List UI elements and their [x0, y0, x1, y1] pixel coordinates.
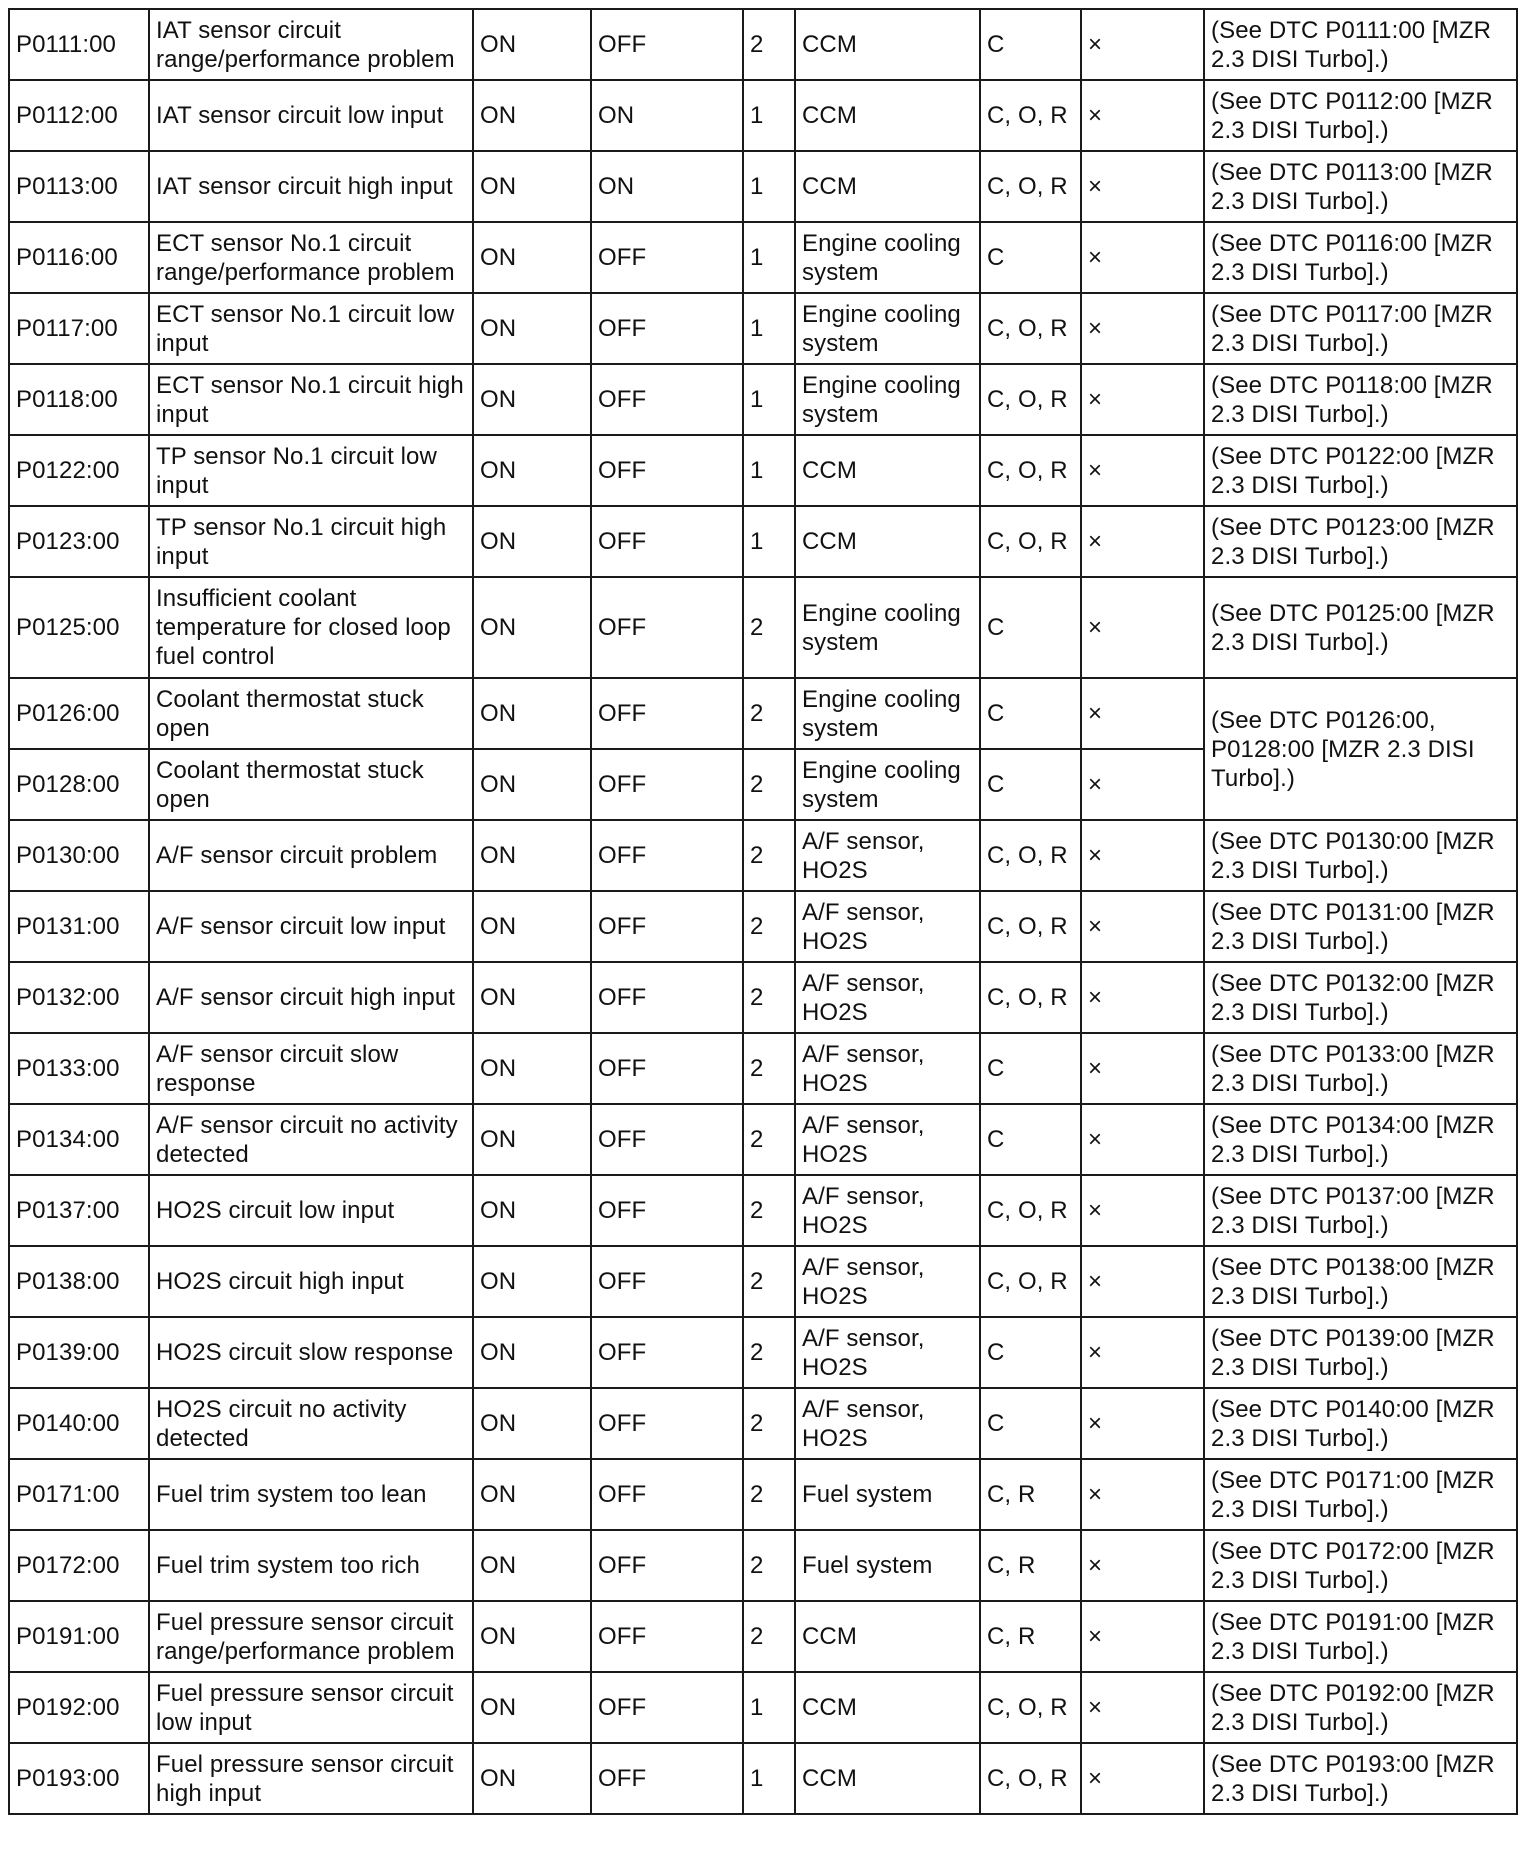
memory-function-cell: C, O, R — [980, 506, 1081, 577]
memory-function-cell: C — [980, 1104, 1081, 1175]
condition-cell: Coolant thermostat stuck open — [149, 749, 473, 820]
dc-cell: OFF — [591, 962, 743, 1033]
mil-cell: ON — [473, 1175, 591, 1246]
dtc-code-cell: P0191:00 — [9, 1601, 149, 1672]
dtc-code-cell: P0125:00 — [9, 577, 149, 678]
table-row — [9, 293, 1517, 364]
self-test-cell: × — [1081, 222, 1204, 293]
dc-cell: OFF — [591, 1388, 743, 1459]
dc-cell: ON — [591, 151, 743, 222]
dtc-code-cell: P0140:00 — [9, 1388, 149, 1459]
memory-function-cell: C, O, R — [980, 891, 1081, 962]
table-row — [9, 891, 1517, 962]
table-row — [9, 435, 1517, 506]
table-row — [9, 222, 1517, 293]
memory-function-cell: C — [980, 222, 1081, 293]
monitor-item-cell: A/F sensor, HO2S — [795, 1388, 980, 1459]
self-test-cell: × — [1081, 1743, 1204, 1814]
memory-function-cell: C, O, R — [980, 820, 1081, 891]
dtc-code-cell: P0112:00 — [9, 80, 149, 151]
table-row — [9, 820, 1517, 891]
monitor-item-cell: A/F sensor, HO2S — [795, 820, 980, 891]
trip-cell: 2 — [743, 1601, 795, 1672]
memory-function-cell: C, O, R — [980, 1246, 1081, 1317]
table-row — [9, 9, 1517, 80]
dc-cell: OFF — [591, 678, 743, 749]
dc-cell: OFF — [591, 1033, 743, 1104]
dtc-code-cell: P0122:00 — [9, 435, 149, 506]
mil-cell: ON — [473, 1104, 591, 1175]
monitor-item-cell: CCM — [795, 1601, 980, 1672]
dc-cell: OFF — [591, 1246, 743, 1317]
table-row — [9, 1388, 1517, 1459]
trip-cell: 2 — [743, 1530, 795, 1601]
condition-cell: Coolant thermostat stuck open — [149, 678, 473, 749]
dc-cell: OFF — [591, 506, 743, 577]
reference-page-cell: (See DTC P0122:00 [MZR 2.3 DISI Turbo].) — [1204, 435, 1517, 506]
self-test-cell: × — [1081, 1530, 1204, 1601]
condition-cell: HO2S circuit no activity detected — [149, 1388, 473, 1459]
table-row — [9, 1672, 1517, 1743]
memory-function-cell: C — [980, 1033, 1081, 1104]
trip-cell: 2 — [743, 820, 795, 891]
dc-cell: OFF — [591, 435, 743, 506]
trip-cell: 1 — [743, 80, 795, 151]
monitor-item-cell: A/F sensor, HO2S — [795, 1104, 980, 1175]
reference-page-cell: (See DTC P0125:00 [MZR 2.3 DISI Turbo].) — [1204, 577, 1517, 678]
mil-cell: ON — [473, 435, 591, 506]
monitor-item-cell: A/F sensor, HO2S — [795, 1175, 980, 1246]
mil-cell: ON — [473, 577, 591, 678]
condition-cell: ECT sensor No.1 circuit high input — [149, 364, 473, 435]
dtc-code-cell: P0193:00 — [9, 1743, 149, 1814]
memory-function-cell: C — [980, 678, 1081, 749]
condition-cell: ECT sensor No.1 circuit range/performance problem — [149, 222, 473, 293]
mil-cell: ON — [473, 9, 591, 80]
reference-page-cell: (See DTC P0137:00 [MZR 2.3 DISI Turbo].) — [1204, 1175, 1517, 1246]
condition-cell: IAT sensor circuit high input — [149, 151, 473, 222]
dc-cell: ON — [591, 80, 743, 151]
memory-function-cell: C, O, R — [980, 80, 1081, 151]
dc-cell: OFF — [591, 1175, 743, 1246]
mil-cell: ON — [473, 1530, 591, 1601]
monitor-item-cell: CCM — [795, 80, 980, 151]
table-row — [9, 1743, 1517, 1814]
condition-cell: A/F sensor circuit problem — [149, 820, 473, 891]
reference-page-cell: (See DTC P0118:00 [MZR 2.3 DISI Turbo].) — [1204, 364, 1517, 435]
table-row — [9, 1530, 1517, 1601]
memory-function-cell: C, R — [980, 1459, 1081, 1530]
memory-function-cell: C, O, R — [980, 1175, 1081, 1246]
trip-cell: 1 — [743, 1672, 795, 1743]
condition-cell: Fuel pressure sensor circuit high input — [149, 1743, 473, 1814]
table-row — [9, 962, 1517, 1033]
memory-function-cell: C — [980, 577, 1081, 678]
table-row — [9, 1317, 1517, 1388]
monitor-item-cell: CCM — [795, 435, 980, 506]
table-row — [9, 678, 1517, 749]
memory-function-cell: C — [980, 749, 1081, 820]
reference-page-cell: (See DTC P0130:00 [MZR 2.3 DISI Turbo].) — [1204, 820, 1517, 891]
condition-cell: TP sensor No.1 circuit low input — [149, 435, 473, 506]
reference-page-cell: (See DTC P0171:00 [MZR 2.3 DISI Turbo].) — [1204, 1459, 1517, 1530]
mil-cell: ON — [473, 1388, 591, 1459]
dc-cell: OFF — [591, 1459, 743, 1530]
reference-page-cell: (See DTC P0134:00 [MZR 2.3 DISI Turbo].) — [1204, 1104, 1517, 1175]
dc-cell: OFF — [591, 1672, 743, 1743]
self-test-cell: × — [1081, 435, 1204, 506]
table-row — [9, 1459, 1517, 1530]
dtc-code-cell: P0118:00 — [9, 364, 149, 435]
dc-cell: OFF — [591, 293, 743, 364]
trip-cell: 2 — [743, 1459, 795, 1530]
memory-function-cell: C — [980, 9, 1081, 80]
table-row — [9, 506, 1517, 577]
dc-cell: OFF — [591, 1530, 743, 1601]
dc-cell: OFF — [591, 364, 743, 435]
condition-cell: HO2S circuit slow response — [149, 1317, 473, 1388]
table-row — [9, 364, 1517, 435]
reference-page-cell: (See DTC P0111:00 [MZR 2.3 DISI Turbo].) — [1204, 9, 1517, 80]
dtc-code-cell: P0130:00 — [9, 820, 149, 891]
monitor-item-cell: Engine cooling system — [795, 577, 980, 678]
dc-cell: OFF — [591, 222, 743, 293]
condition-cell: A/F sensor circuit high input — [149, 962, 473, 1033]
mil-cell: ON — [473, 891, 591, 962]
trip-cell: 2 — [743, 1033, 795, 1104]
self-test-cell: × — [1081, 506, 1204, 577]
memory-function-cell: C, O, R — [980, 435, 1081, 506]
trip-cell: 2 — [743, 962, 795, 1033]
table-row — [9, 1246, 1517, 1317]
trip-cell: 2 — [743, 891, 795, 962]
mil-cell: ON — [473, 364, 591, 435]
reference-page-cell: (See DTC P0192:00 [MZR 2.3 DISI Turbo].) — [1204, 1672, 1517, 1743]
trip-cell: 2 — [743, 1175, 795, 1246]
monitor-item-cell: A/F sensor, HO2S — [795, 891, 980, 962]
self-test-cell: × — [1081, 749, 1204, 820]
monitor-item-cell: CCM — [795, 151, 980, 222]
condition-cell: Fuel pressure sensor circuit low input — [149, 1672, 473, 1743]
monitor-item-cell: CCM — [795, 1743, 980, 1814]
table-row — [9, 1601, 1517, 1672]
dtc-code-cell: P0111:00 — [9, 9, 149, 80]
mil-cell: ON — [473, 1601, 591, 1672]
mil-cell: ON — [473, 1459, 591, 1530]
dc-cell: OFF — [591, 1317, 743, 1388]
dtc-code-cell: P0116:00 — [9, 222, 149, 293]
monitor-item-cell: Engine cooling system — [795, 678, 980, 749]
self-test-cell: × — [1081, 1033, 1204, 1104]
mil-cell: ON — [473, 506, 591, 577]
dc-cell: OFF — [591, 1601, 743, 1672]
mil-cell: ON — [473, 962, 591, 1033]
dc-cell: OFF — [591, 749, 743, 820]
dtc-code-cell: P0138:00 — [9, 1246, 149, 1317]
self-test-cell: × — [1081, 1175, 1204, 1246]
dc-cell: OFF — [591, 820, 743, 891]
reference-page-cell: (See DTC P0132:00 [MZR 2.3 DISI Turbo].) — [1204, 962, 1517, 1033]
reference-page-cell: (See DTC P0191:00 [MZR 2.3 DISI Turbo].) — [1204, 1601, 1517, 1672]
memory-function-cell: C, O, R — [980, 151, 1081, 222]
mil-cell: ON — [473, 1317, 591, 1388]
condition-cell: HO2S circuit low input — [149, 1175, 473, 1246]
table-row — [9, 577, 1517, 678]
trip-cell: 2 — [743, 1317, 795, 1388]
memory-function-cell: C — [980, 1388, 1081, 1459]
table-row — [9, 1033, 1517, 1104]
dtc-table-page — [8, 8, 1516, 1815]
memory-function-cell: C, O, R — [980, 364, 1081, 435]
dc-cell: OFF — [591, 9, 743, 80]
condition-cell: TP sensor No.1 circuit high input — [149, 506, 473, 577]
dtc-table — [8, 8, 1518, 1815]
monitor-item-cell: Engine cooling system — [795, 293, 980, 364]
memory-function-cell: C, O, R — [980, 1672, 1081, 1743]
reference-page-cell: (See DTC P0193:00 [MZR 2.3 DISI Turbo].) — [1204, 1743, 1517, 1814]
reference-page-cell: (See DTC P0172:00 [MZR 2.3 DISI Turbo].) — [1204, 1530, 1517, 1601]
self-test-cell: × — [1081, 1601, 1204, 1672]
mil-cell: ON — [473, 151, 591, 222]
mil-cell: ON — [473, 1672, 591, 1743]
monitor-item-cell: A/F sensor, HO2S — [795, 962, 980, 1033]
self-test-cell: × — [1081, 1672, 1204, 1743]
mil-cell: ON — [473, 1033, 591, 1104]
monitor-item-cell: A/F sensor, HO2S — [795, 1317, 980, 1388]
monitor-item-cell: Fuel system — [795, 1530, 980, 1601]
trip-cell: 2 — [743, 678, 795, 749]
self-test-cell: × — [1081, 1317, 1204, 1388]
condition-cell: Fuel trim system too lean — [149, 1459, 473, 1530]
monitor-item-cell: CCM — [795, 1672, 980, 1743]
dc-cell: OFF — [591, 891, 743, 962]
condition-cell: ECT sensor No.1 circuit low input — [149, 293, 473, 364]
trip-cell: 1 — [743, 222, 795, 293]
self-test-cell: × — [1081, 293, 1204, 364]
reference-page-cell: (See DTC P0126:00, P0128:00 [MZR 2.3 DISI Turbo].) — [1204, 678, 1517, 820]
self-test-cell: × — [1081, 891, 1204, 962]
dc-cell: OFF — [591, 1104, 743, 1175]
dtc-code-cell: P0134:00 — [9, 1104, 149, 1175]
self-test-cell: × — [1081, 1459, 1204, 1530]
mil-cell: ON — [473, 293, 591, 364]
self-test-cell: × — [1081, 962, 1204, 1033]
dc-cell: OFF — [591, 1743, 743, 1814]
trip-cell: 1 — [743, 151, 795, 222]
self-test-cell: × — [1081, 1246, 1204, 1317]
mil-cell: ON — [473, 80, 591, 151]
condition-cell: IAT sensor circuit range/performance problem — [149, 9, 473, 80]
condition-cell: Fuel pressure sensor circuit range/performance problem — [149, 1601, 473, 1672]
reference-page-cell: (See DTC P0116:00 [MZR 2.3 DISI Turbo].) — [1204, 222, 1517, 293]
reference-page-cell: (See DTC P0123:00 [MZR 2.3 DISI Turbo].) — [1204, 506, 1517, 577]
dtc-code-cell: P0172:00 — [9, 1530, 149, 1601]
mil-cell: ON — [473, 678, 591, 749]
reference-page-cell: (See DTC P0138:00 [MZR 2.3 DISI Turbo].) — [1204, 1246, 1517, 1317]
table-row — [9, 151, 1517, 222]
mil-cell: ON — [473, 1743, 591, 1814]
dtc-code-cell: P0131:00 — [9, 891, 149, 962]
dc-cell: OFF — [591, 577, 743, 678]
monitor-item-cell: Engine cooling system — [795, 364, 980, 435]
dtc-code-cell: P0126:00 — [9, 678, 149, 749]
monitor-item-cell: A/F sensor, HO2S — [795, 1246, 980, 1317]
memory-function-cell: C, R — [980, 1601, 1081, 1672]
condition-cell: IAT sensor circuit low input — [149, 80, 473, 151]
trip-cell: 2 — [743, 1104, 795, 1175]
dtc-table-body — [9, 9, 1517, 1814]
reference-page-cell: (See DTC P0133:00 [MZR 2.3 DISI Turbo].) — [1204, 1033, 1517, 1104]
monitor-item-cell: Engine cooling system — [795, 749, 980, 820]
memory-function-cell: C, R — [980, 1530, 1081, 1601]
reference-page-cell: (See DTC P0113:00 [MZR 2.3 DISI Turbo].) — [1204, 151, 1517, 222]
monitor-item-cell: A/F sensor, HO2S — [795, 1033, 980, 1104]
trip-cell: 1 — [743, 435, 795, 506]
memory-function-cell: C, O, R — [980, 1743, 1081, 1814]
dtc-code-cell: P0192:00 — [9, 1672, 149, 1743]
dtc-code-cell: P0133:00 — [9, 1033, 149, 1104]
reference-page-cell: (See DTC P0117:00 [MZR 2.3 DISI Turbo].) — [1204, 293, 1517, 364]
trip-cell: 2 — [743, 9, 795, 80]
condition-cell: Fuel trim system too rich — [149, 1530, 473, 1601]
trip-cell: 2 — [743, 577, 795, 678]
table-row — [9, 1175, 1517, 1246]
dtc-code-cell: P0132:00 — [9, 962, 149, 1033]
reference-page-cell: (See DTC P0140:00 [MZR 2.3 DISI Turbo].) — [1204, 1388, 1517, 1459]
trip-cell: 2 — [743, 1246, 795, 1317]
dtc-code-cell: P0128:00 — [9, 749, 149, 820]
condition-cell: HO2S circuit high input — [149, 1246, 473, 1317]
self-test-cell: × — [1081, 9, 1204, 80]
trip-cell: 1 — [743, 506, 795, 577]
trip-cell: 2 — [743, 749, 795, 820]
mil-cell: ON — [473, 820, 591, 891]
dtc-code-cell: P0123:00 — [9, 506, 149, 577]
self-test-cell: × — [1081, 1104, 1204, 1175]
monitor-item-cell: CCM — [795, 506, 980, 577]
trip-cell: 1 — [743, 293, 795, 364]
table-row — [9, 80, 1517, 151]
condition-cell: A/F sensor circuit no activity detected — [149, 1104, 473, 1175]
monitor-item-cell: Engine cooling system — [795, 222, 980, 293]
reference-page-cell: (See DTC P0131:00 [MZR 2.3 DISI Turbo].) — [1204, 891, 1517, 962]
self-test-cell: × — [1081, 364, 1204, 435]
dtc-code-cell: P0171:00 — [9, 1459, 149, 1530]
monitor-item-cell: Fuel system — [795, 1459, 980, 1530]
condition-cell: Insufficient coolant temperature for closed loop fuel control — [149, 577, 473, 678]
memory-function-cell: C — [980, 1317, 1081, 1388]
reference-page-cell: (See DTC P0112:00 [MZR 2.3 DISI Turbo].) — [1204, 80, 1517, 151]
trip-cell: 2 — [743, 1388, 795, 1459]
memory-function-cell: C, O, R — [980, 962, 1081, 1033]
mil-cell: ON — [473, 749, 591, 820]
condition-cell: A/F sensor circuit low input — [149, 891, 473, 962]
self-test-cell: × — [1081, 1388, 1204, 1459]
condition-cell: A/F sensor circuit slow response — [149, 1033, 473, 1104]
self-test-cell: × — [1081, 80, 1204, 151]
dtc-code-cell: P0113:00 — [9, 151, 149, 222]
dtc-code-cell: P0137:00 — [9, 1175, 149, 1246]
dtc-code-cell: P0117:00 — [9, 293, 149, 364]
mil-cell: ON — [473, 222, 591, 293]
trip-cell: 1 — [743, 1743, 795, 1814]
self-test-cell: × — [1081, 678, 1204, 749]
self-test-cell: × — [1081, 151, 1204, 222]
memory-function-cell: C, O, R — [980, 293, 1081, 364]
trip-cell: 1 — [743, 364, 795, 435]
monitor-item-cell: CCM — [795, 9, 980, 80]
table-row — [9, 1104, 1517, 1175]
dtc-code-cell: P0139:00 — [9, 1317, 149, 1388]
self-test-cell: × — [1081, 577, 1204, 678]
self-test-cell: × — [1081, 820, 1204, 891]
mil-cell: ON — [473, 1246, 591, 1317]
reference-page-cell: (See DTC P0139:00 [MZR 2.3 DISI Turbo].) — [1204, 1317, 1517, 1388]
